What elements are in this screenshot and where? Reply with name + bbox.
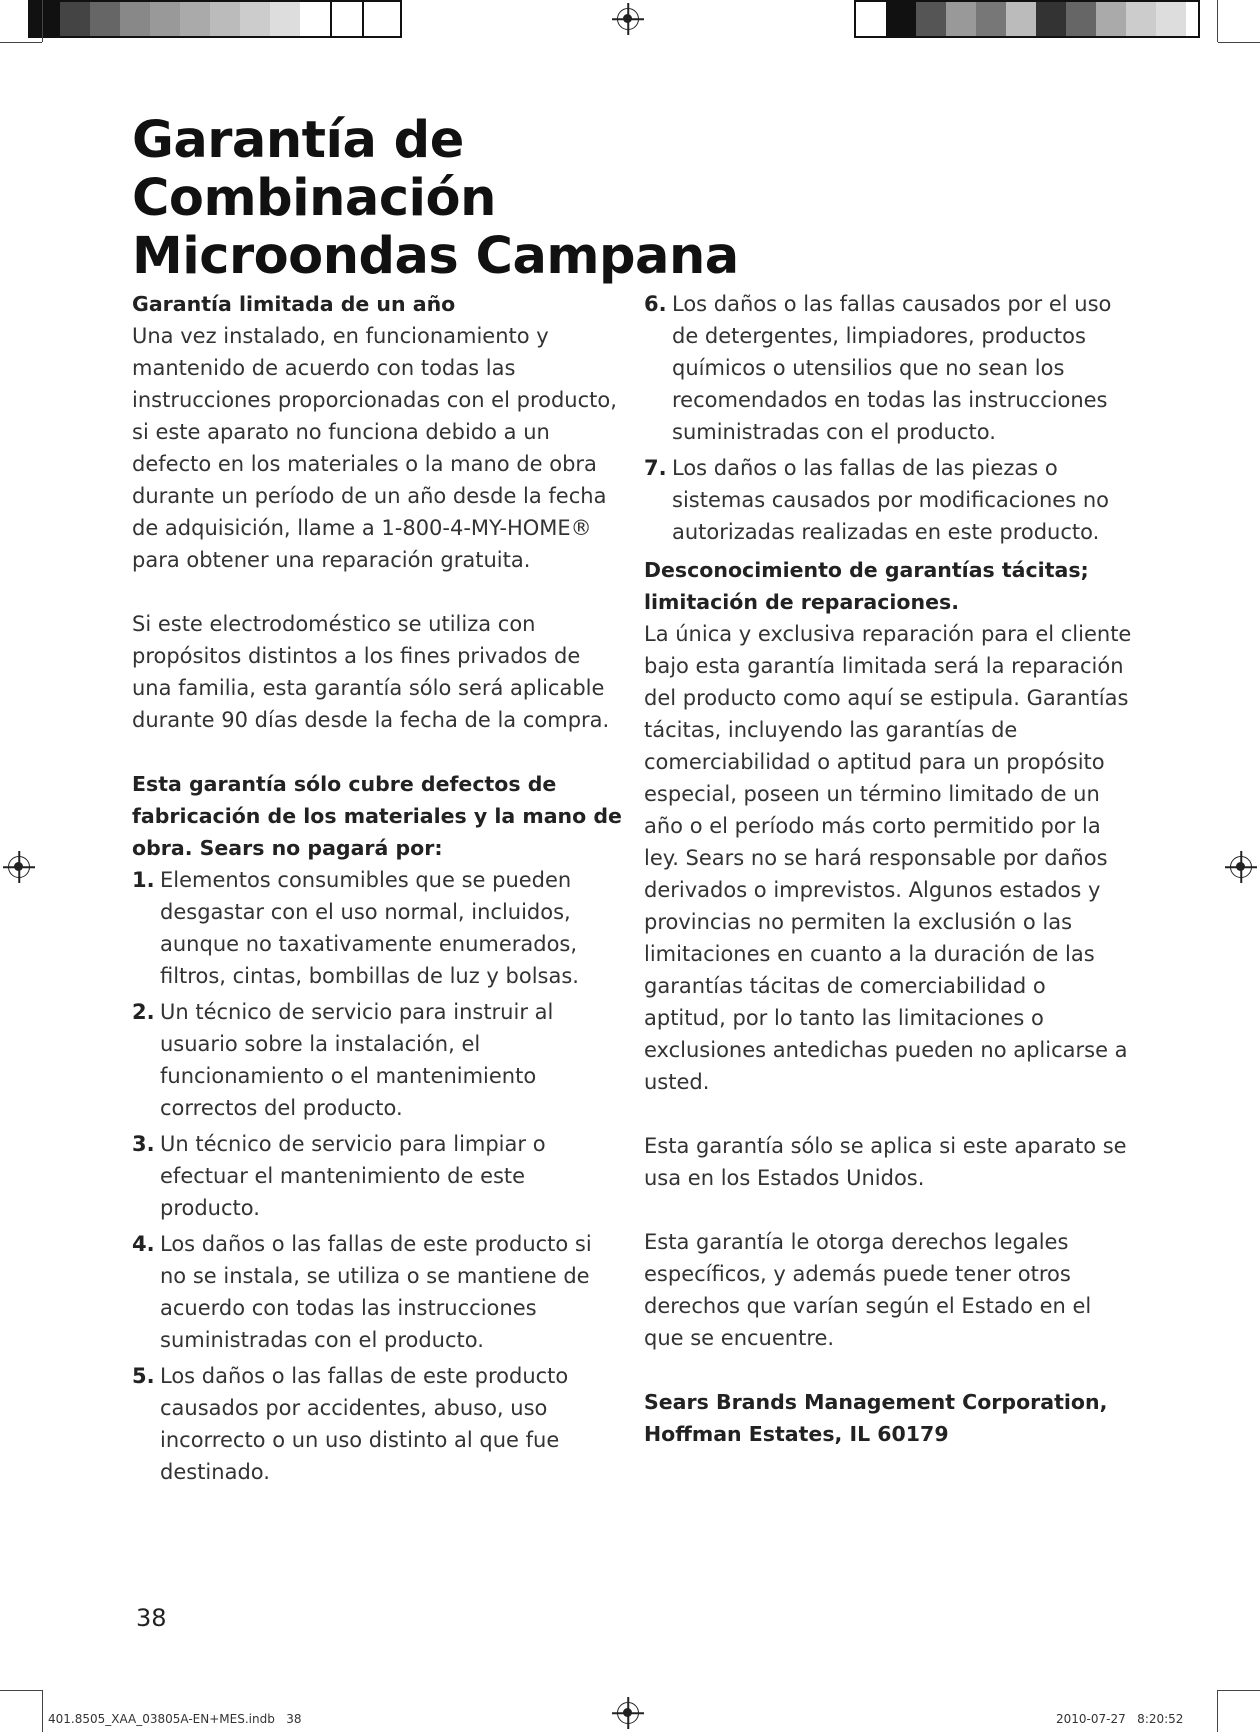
title-line-3: Microondas Campana <box>132 227 739 286</box>
exclusions-list-part-1 <box>132 864 622 1488</box>
exclusions-list-part-2 <box>644 288 1134 548</box>
crop-mark-bottom-left-h <box>0 1690 42 1691</box>
page-title <box>132 112 739 286</box>
paragraph-legal-rights: Esta garantía le otorga derechos legales específicos, y además puede tener otros derechos que varían según el Estado en el que se encuentre. <box>644 1230 1092 1350</box>
crop-mark-bottom-right-h <box>1218 1690 1260 1691</box>
paragraph-non-household-use: Si este electrodoméstico se utiliza con propósitos distintos a los fines privados de una familia, esta garantía sólo será aplicable durante 90 días desde la fecha de la compra. <box>132 612 610 732</box>
color-bar-right <box>854 0 1200 38</box>
company-address: Hoffman Estates, IL 60179 <box>644 1422 949 1446</box>
list-item: 3. Un técnico de servicio para limpiar o efectuar el mantenimiento de este producto. <box>132 1132 546 1220</box>
company-name: Sears Brands Management Corporation, <box>644 1390 1108 1414</box>
list-item: 6. Los daños o las fallas causados por el uso de detergentes, limpiadores, productos químicos o utensilios que no sean los recomendados en todas las instrucciones suministradas con el producto. <box>644 292 1112 444</box>
list-item: 5. Los daños o las fallas de este producto causados por accidentes, abuso, uso incorrecto o un uso distinto al que fue destinado. <box>132 1364 569 1484</box>
registration-mark-icon-top <box>617 8 639 30</box>
title-line-2: Combinación <box>132 169 496 228</box>
list-item: 2. Un técnico de servicio para instruir al usuario sobre la instalación, el funcionamiento o el mantenimiento correctos del producto. <box>132 1000 554 1120</box>
paragraph-us-only: Esta garantía sólo se aplica si este aparato se usa en los Estados Unidos. <box>644 1134 1127 1190</box>
list-item: 1. Elementos consumibles que se pueden desgastar con el uso normal, incluidos, aunque no taxativamente enumerados, filtros, cintas, bombillas de luz y bolsas. <box>132 868 579 988</box>
heading-implied-warranties: Desconocimiento de garantías tácitas; limitación de reparaciones. <box>644 558 1089 614</box>
registration-mark-icon-right <box>1230 856 1252 878</box>
crop-mark-top-right-v <box>1217 0 1218 42</box>
crop-mark-bottom-left-v <box>42 1690 43 1732</box>
list-item: 7. Los daños o las fallas de las piezas o sistemas causados por modificaciones no autorizadas realizadas en este producto. <box>644 456 1109 544</box>
crop-mark-top-right-h <box>1218 42 1260 43</box>
color-bar-left <box>28 0 402 38</box>
registration-mark-icon-left <box>8 856 30 878</box>
paragraph-implied-warranties: La única y exclusiva reparación para el cliente bajo esta garantía limitada será la reparación del producto como aquí se estipula. Garantías tácitas, incluyendo las garantías de comerciabilidad o aptitud para un propósito especial, poseen un término limitado de un año o el período más corto permitido por la ley. Sears no se hará responsable por daños derivados o imprevistos. Algunos estados y provincias no permiten la exclusión o las limitaciones en cuanto a la duración de las garantías tácitas de comerciabilidad o aptitud, por lo tanto las limitaciones o exclusiones antedichas pueden no aplicarse a usted. <box>644 622 1132 1094</box>
slug-file-info: 401.8505_XAA_03805A-EN+MES.indb 38 <box>48 1712 302 1726</box>
paragraph-warranty-terms: Una vez instalado, en funcionamiento y mantenido de acuerdo con todas las instrucciones proporcionadas con el producto, si este aparato no funciona debido a un defecto en los materiales o la mano de obra durante un período de un año desde la fecha de adquisición, llame a 1-800-4-MY-HOME® para obtener una reparación gratuita. <box>132 324 617 572</box>
left-column <box>132 288 622 1492</box>
crop-mark-top-left-h <box>0 42 42 43</box>
list-item: 4. Los daños o las fallas de este producto si no se instala, se utiliza o se mantiene de acuerdo con todas las instrucciones suministradas con el producto. <box>132 1232 592 1352</box>
registration-mark-icon-bottom <box>617 1702 639 1724</box>
title-line-1: Garantía de <box>132 111 464 170</box>
crop-mark-top-left-v <box>42 0 43 42</box>
right-column <box>644 288 1134 1450</box>
slug-timestamp: 2010-07-27 8:20:52 <box>1056 1712 1184 1726</box>
page-number: 38 <box>136 1604 167 1632</box>
heading-limited-warranty: Garantía limitada de un año <box>132 292 456 316</box>
crop-mark-bottom-right-v <box>1217 1690 1218 1732</box>
heading-coverage-exclusions: Esta garantía sólo cubre defectos de fabricación de los materiales y la mano de obra. Sears no pagará por: <box>132 772 622 860</box>
